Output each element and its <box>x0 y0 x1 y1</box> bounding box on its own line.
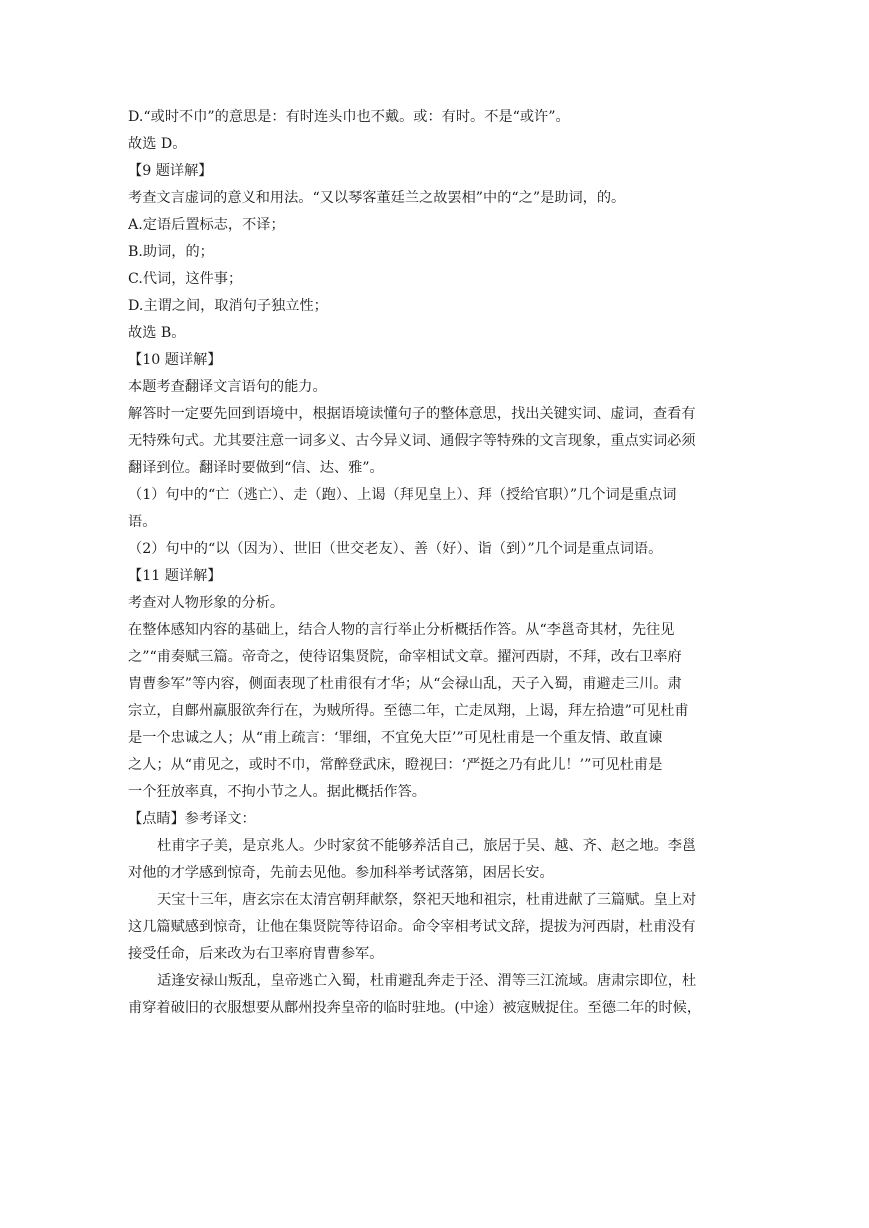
q10-item-1: （1）句中的“亡（逃亡）、走（跑）、上谒（拜见皇上）、拜（授给官职）”几个词是重点词 <box>128 487 677 503</box>
q11-heading: 【11 题详解】 <box>128 568 222 584</box>
q9-option-a: A.定语后置标志，不译； <box>128 217 285 233</box>
q10-intro: 本题考查翻译文言语句的能力。 <box>128 379 327 395</box>
q11-intro: 考查对人物形象的分析。 <box>128 595 285 611</box>
q9-intro: 考查文言虚词的意义和用法。“又以琴客董廷兰之故罢相”中的“之”是助词，的。 <box>128 190 626 206</box>
q9-option-d: D.主谓之间，取消句子独立性； <box>128 298 328 314</box>
q10-body-2: 无特殊句式。尤其要注意一词多义、古今异义词、通假字等特殊的文言现象，重点实词必须 <box>128 433 696 449</box>
choice-d-line: 故选 D。 <box>128 136 187 152</box>
q11-body-6: 之人；从“甫见之，或时不巾，常醉登武床，瞪视曰：‘严挺之乃有此儿！’”可见杜甫是 <box>128 757 663 773</box>
dianjing-heading: 【点睛】参考译文： <box>128 811 256 827</box>
q10-heading: 【10 题详解】 <box>128 352 222 368</box>
q11-body-7: 一个狂放率真，不拘小节之人。据此概括作答。 <box>128 784 426 800</box>
q11-body-2: 之”“甫奏赋三篇。帝奇之，使待诏集贤院，命宰相试文章。擢河西尉，不拜，改右卫率府 <box>128 649 682 665</box>
translation-para-1-line-1: 杜甫字子美，是京兆人。少时家贫不能够养活自己，旅居于吴、越、齐、赵之地。李邕 <box>157 838 697 854</box>
q9-heading: 【9 题详解】 <box>128 163 213 179</box>
q9-option-b: B.助词，的； <box>128 244 214 260</box>
translation-para-2-line-1: 天宝十三年，唐玄宗在太清宫朝拜献祭，祭祀天地和祖宗，杜甫进献了三篇赋。皇上对 <box>157 892 697 908</box>
translation-para-1-line-2: 对他的才学感到惊奇，先前去见他。参加科举考试落第，困居长安。 <box>128 865 554 881</box>
q10-item-1-cont: 语。 <box>128 514 157 530</box>
q10-item-2: （2）句中的“以（因为）、世旧（世交老友）、善（好）、诣（到）”几个词是重点词语。 <box>128 541 663 557</box>
translation-para-3-line-1: 适逢安禄山叛乱，皇帝逃亡入蜀，杜甫避乱奔走于泾、渭等三江流域。唐肃宗即位，杜 <box>157 973 697 989</box>
translation-para-2-line-2: 这几篇赋感到惊奇，让他在集贤院等待诏命。命令宰相考试文辞，提拔为河西尉，杜甫没有 <box>128 919 696 935</box>
q11-body-1: 在整体感知内容的基础上，结合人物的言行举止分析概括作答。从“李邕奇其材，先往见 <box>128 622 675 638</box>
q11-body-4: 宗立，自鄜州羸服欲奔行在，为贼所得。至德二年，亡走凤翔，上谒，拜左拾遗”可见杜甫 <box>128 703 689 719</box>
q10-body-1: 解答时一定要先回到语境中，根据语境读懂句子的整体意思，找出关键实词、虚词，查看有 <box>128 406 696 422</box>
q10-body-3: 翻译到位。翻译时要做到“信、达、雅”。 <box>128 460 384 476</box>
document-page <box>128 104 742 1022</box>
q11-body-3: 胄曹参军”等内容，侧面表现了杜甫很有才华；从“会禄山乱，天子入蜀，甫避走三川。肃 <box>128 676 682 692</box>
answer-d-line: D.“或时不巾”的意思是：有时连头巾也不戴。或：有时。不是“或许”。 <box>128 109 570 125</box>
q9-option-c: C.代词，这件事； <box>128 271 243 287</box>
q9-choice: 故选 B。 <box>128 325 186 341</box>
q11-body-5: 是一个忠诚之人；从“甫上疏言：‘罪细，不宜免大臣’”可见杜甫是一个重友情、敢直谏 <box>128 730 663 746</box>
translation-para-3-line-2: 甫穿着破旧的衣服想要从鄜州投奔皇帝的临时驻地。(中途）被寇贼捉住。至德二年的时候， <box>128 1000 702 1016</box>
translation-para-2-line-3: 接受任命，后来改为右卫率府胄曹参军。 <box>128 946 384 962</box>
